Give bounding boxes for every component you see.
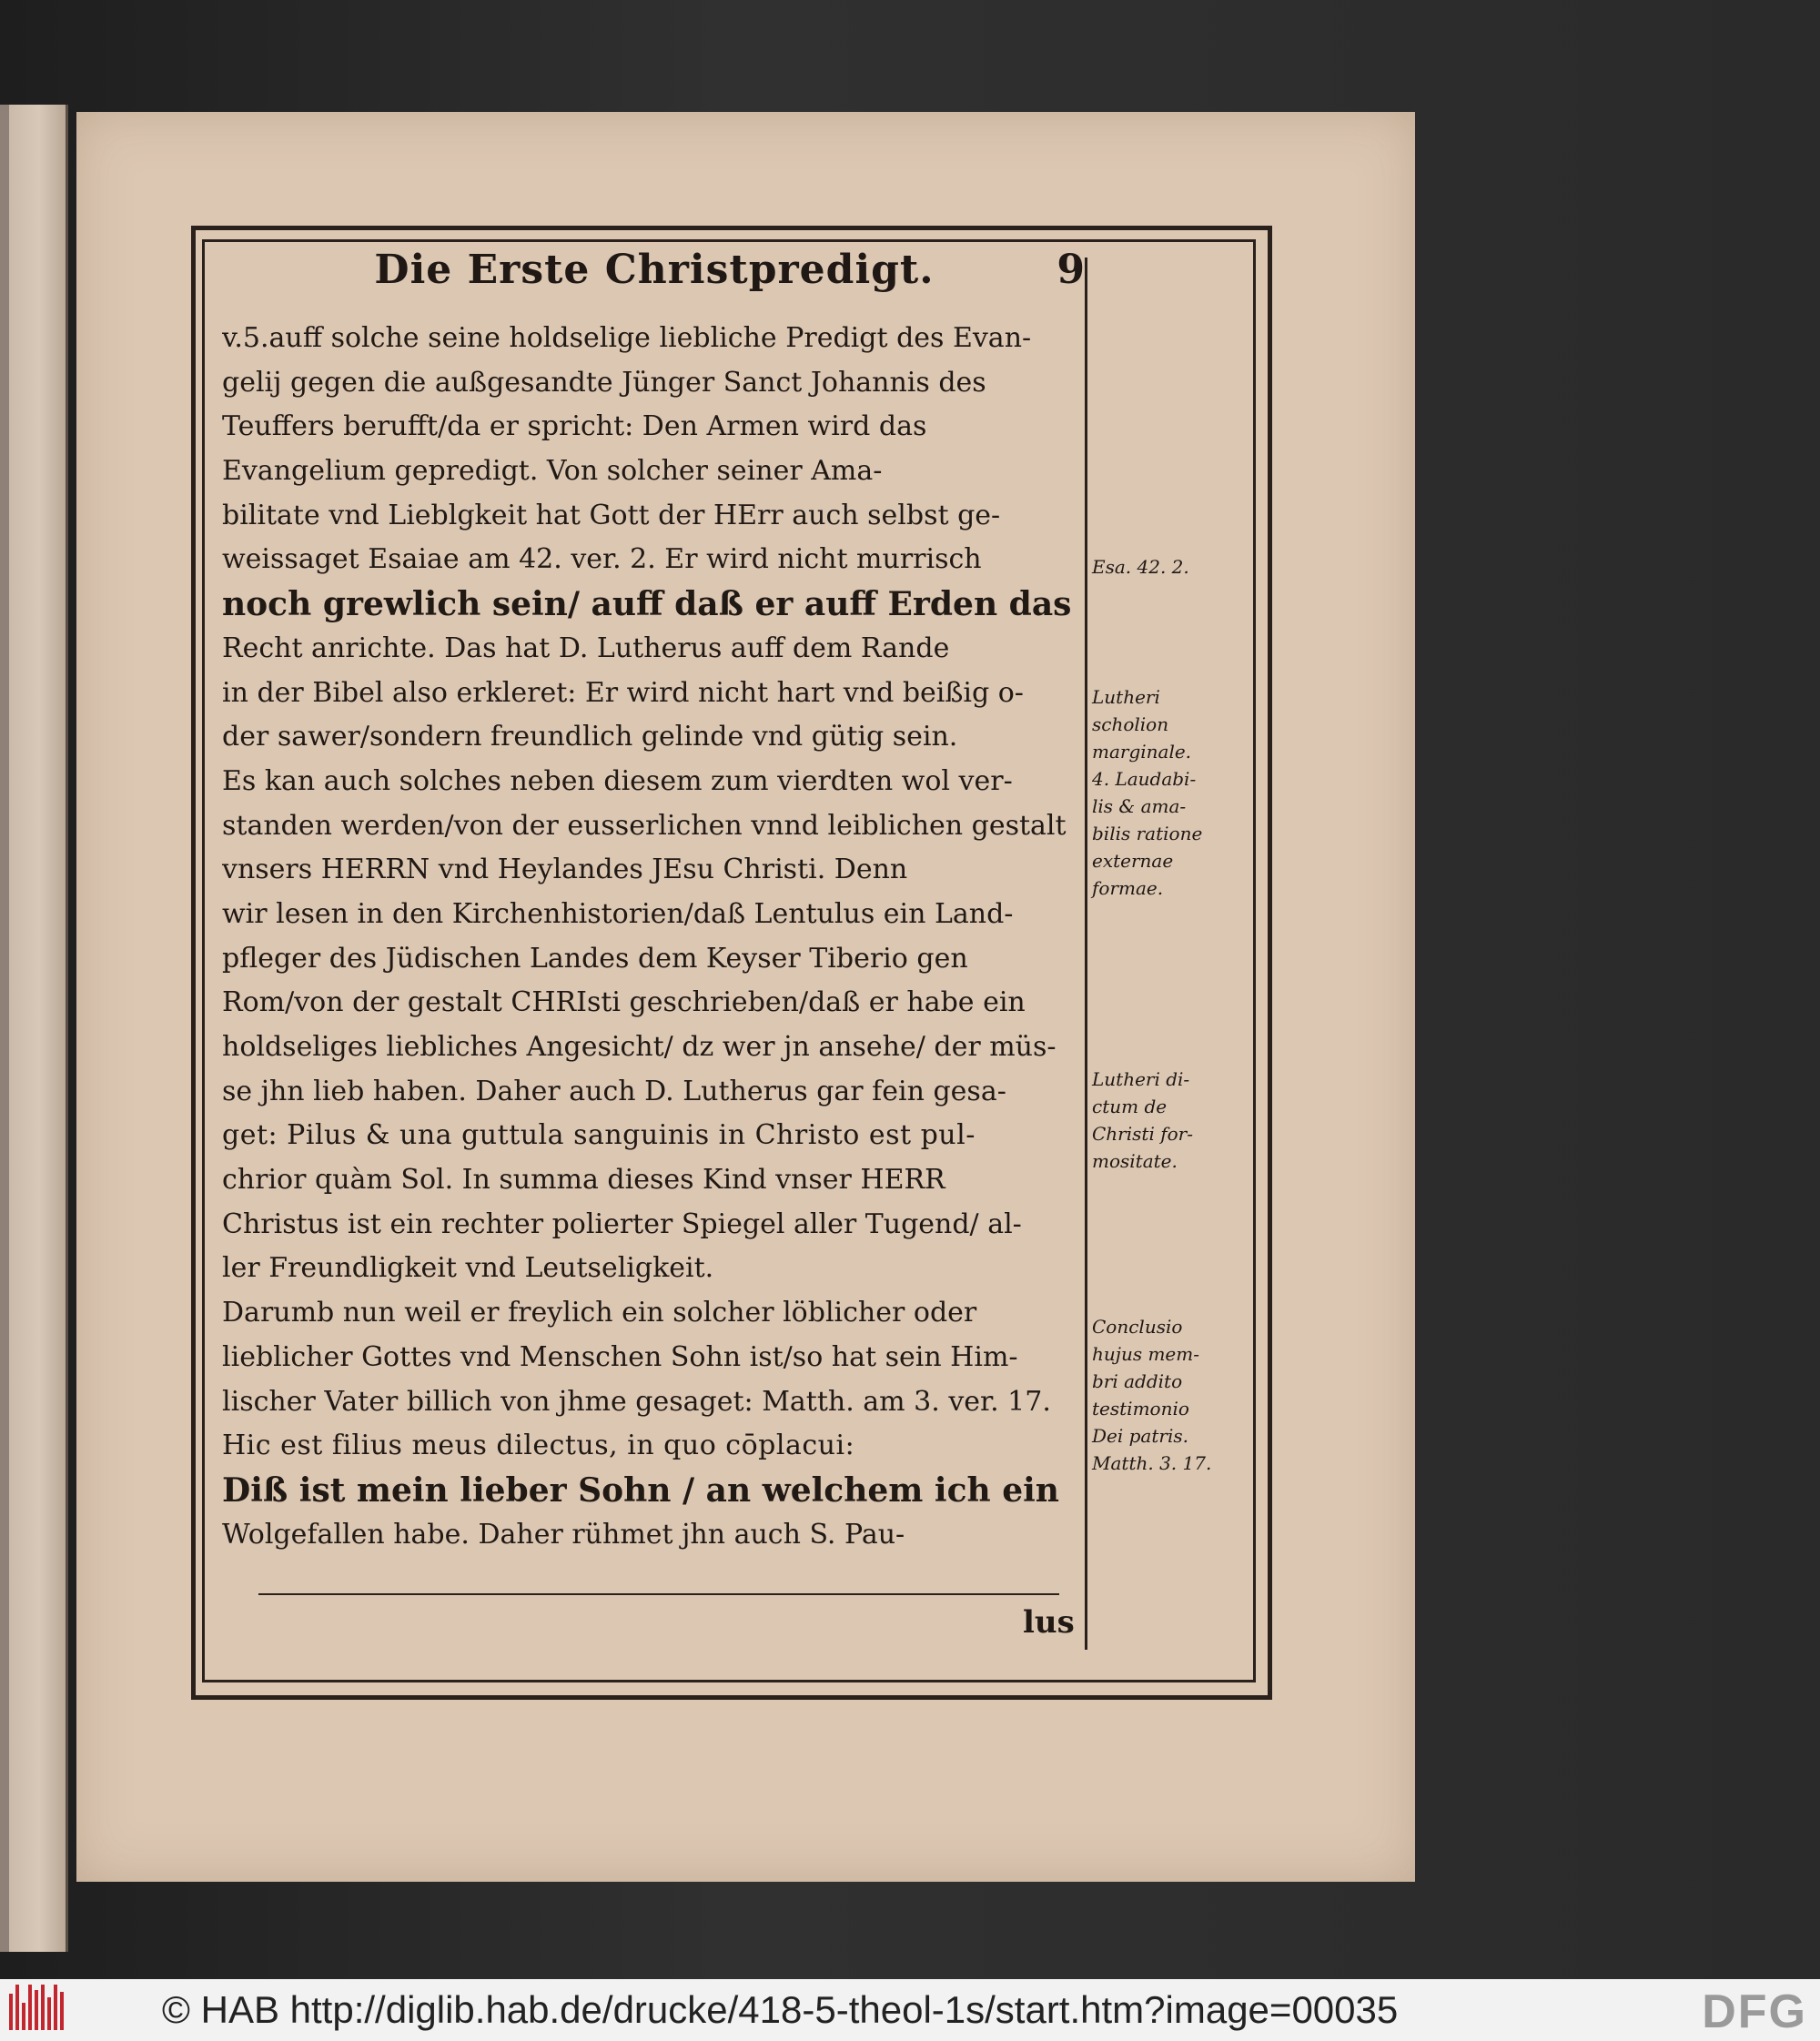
- page-edge-stripe: [0, 105, 9, 1952]
- hab-logo-icon: [9, 1985, 75, 2036]
- text-line: Rom/von der gestalt CHRIsti geschrieben/daß er habe ein: [222, 986, 1026, 1019]
- text-line: wir lesen in den Kirchenhistorien/daß Lentulus ein Land-: [222, 897, 1014, 930]
- text-line: der sawer/sondern freundlich gelinde vnd gütig sein.: [222, 721, 958, 753]
- running-head: [231, 247, 1085, 303]
- text-line: Teuffers berufft/da er spricht: Den Armen wird das: [222, 410, 927, 443]
- text-line: Wolgefallen habe. Daher rühmet jhn auch S. Pau-: [222, 1518, 905, 1551]
- margin-note-line: formae.: [1092, 877, 1164, 899]
- copyright-link[interactable]: © HAB http://diglib.hab.de/drucke/418-5-theol-1s/start.htm?image=00035: [162, 1988, 1399, 2031]
- text-line: lischer Vater billich von jhme gesaget: Matth. am 3. ver. 17.: [222, 1385, 1051, 1418]
- margin-note-line: Esa. 42. 2.: [1092, 556, 1189, 578]
- text-line: get: Pilus & una guttula sanguinis in Christo est pul-: [222, 1119, 976, 1152]
- margin-note: [1092, 1066, 1193, 1175]
- page-number: 9: [1057, 247, 1085, 293]
- text-line: bilitate vnd Lieblgkeit hat Gott der HErr auch selbst ge-: [222, 499, 1001, 531]
- text-line: Diß ist mein lieber Sohn / an welchem ich ein: [222, 1470, 1059, 1510]
- text-line: Darumb nun weil er freylich ein solcher löblicher oder: [222, 1297, 977, 1329]
- margin-divider: [1085, 258, 1087, 1650]
- margin-note-line: mositate.: [1092, 1150, 1178, 1172]
- text-line: Hic est filius meus dilectus, in quo cōplacui:: [222, 1430, 855, 1462]
- text-line: standen werden/von der eusserlichen vnnd leiblichen gestalt: [222, 809, 1067, 842]
- margin-note-line: lis & ama-: [1092, 795, 1187, 817]
- text-line: v.5.auff solche seine holdselige liebliche Predigt des Evan-: [222, 322, 1032, 354]
- margin-note-line: 4. Laudabi-: [1092, 768, 1197, 790]
- text-line: holdseliges liebliches Angesicht/ dz wer jn ansehe/ der müs-: [222, 1031, 1057, 1063]
- margin-note-line: marginale.: [1092, 741, 1192, 763]
- bottom-rule: [258, 1593, 1059, 1595]
- text-line: in der Bibel also erkleret: Er wird nicht hart vnd beißig o-: [222, 676, 1024, 709]
- text-line: pfleger des Jüdischen Landes dem Keyser Tiberio gen: [222, 942, 968, 975]
- viewer-footer: [0, 1979, 1820, 2041]
- margin-note-line: hujus mem-: [1092, 1343, 1199, 1365]
- text-line: noch grewlich sein/ auff daß er auff Erden das: [222, 585, 1072, 624]
- margin-note-line: externae: [1092, 850, 1174, 872]
- margin-note-line: Matth. 3. 17.: [1092, 1452, 1212, 1474]
- text-line: lieblicher Gottes vnd Menschen Sohn ist/so hat sein Him-: [222, 1340, 1018, 1373]
- text-line: Recht anrichte. Das hat D. Lutherus auff dem Rande: [222, 631, 950, 664]
- margin-note-line: Christi for-: [1092, 1123, 1193, 1145]
- margin-note-line: ctum de: [1092, 1096, 1168, 1117]
- margin-note-line: Lutheri di-: [1092, 1068, 1190, 1090]
- text-line: chrior quàm Sol. In summa dieses Kind vnser HERR: [222, 1164, 945, 1197]
- text-line: vnsers HERRN vnd Heylandes JEsu Christi. Denn: [222, 854, 908, 886]
- previous-page-edge: [0, 105, 68, 1952]
- margin-note-line: bilis ratione: [1092, 823, 1203, 844]
- body-text: [222, 317, 1077, 1557]
- margin-note-line: bri addito: [1092, 1370, 1183, 1392]
- margin-note-line: scholion: [1092, 713, 1169, 735]
- text-line: Christus ist ein rechter polierter Spiegel aller Tugend/ al-: [222, 1207, 1022, 1240]
- text-line: gelij gegen die außgesandte Jünger Sanct Johannis des: [222, 366, 986, 399]
- margin-note: [1092, 1313, 1211, 1477]
- margin-note: [1092, 553, 1189, 581]
- margin-note-line: Dei patris.: [1092, 1425, 1188, 1447]
- margin-note-line: testimonio: [1092, 1398, 1189, 1420]
- margin-note-line: Conclusio: [1092, 1316, 1183, 1338]
- margin-note-line: Lutheri: [1092, 686, 1160, 708]
- margin-notes: [1092, 112, 1252, 1659]
- margin-note: [1092, 683, 1202, 902]
- dfg-logo: DFG: [1702, 1985, 1807, 2038]
- scanned-page: [76, 112, 1415, 1882]
- catchword: lus: [1023, 1604, 1075, 1641]
- text-line: ler Freundligkeit vnd Leutseligkeit.: [222, 1252, 714, 1285]
- page-heading: Die Erste Christpredigt.: [374, 247, 935, 293]
- text-line: se jhn lieb haben. Daher auch D. Lutherus gar fein gesa-: [222, 1075, 1006, 1107]
- text-line: weissaget Esaiae am 42. ver. 2. Er wird nicht murrisch: [222, 543, 982, 576]
- text-line: Evangelium gepredigt. Von solcher seiner Ama-: [222, 455, 883, 488]
- text-line: Es kan auch solches neben diesem zum vierdten wol ver-: [222, 764, 1013, 797]
